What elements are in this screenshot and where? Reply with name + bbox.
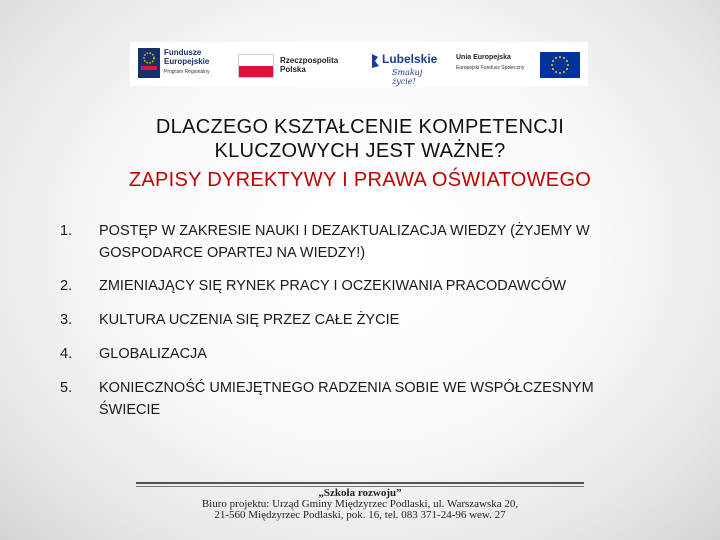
item-text-line1: KONIECZNOŚĆ UMIEJĘTNEGO RADZENIA SOBIE WE WSPÓŁCZESNYM: [99, 380, 594, 396]
fundusze-line2: Europejskie: [164, 57, 210, 66]
item-text: ZMIENIAJĄCY SIĘ RYNEK PRACY I OCZEKIWANIA PRACODAWCÓW: [99, 278, 567, 294]
rzeczpospolita-logo: [238, 46, 348, 82]
rzeczpospolita-line1: Rzeczpospolita: [280, 56, 339, 65]
item-text-line1: POSTĘP W ZAKRESIE NAUKI I DEZAKTUALIZACJA WIEDZY (ŻYJEMY W: [99, 223, 590, 239]
fundusze-europejskie-logo: [138, 46, 238, 82]
lubelskie-mark-icon: [370, 54, 380, 68]
footer-address-line2: 21-560 Międzyrzec Podlaski, pok. 16, tel. 083 371-24-96 wew. 27: [214, 509, 506, 521]
item-number: 5.: [60, 380, 73, 396]
title-line2: KLUCZOWYCH JEST WAŻNE?: [214, 140, 506, 162]
footer-divider: [136, 482, 584, 484]
footer-address-line1: Biuro projektu: Urząd Gminy Międzyrzec Podlaski, ul. Warszawska 20,: [201, 498, 519, 510]
unia-line2: Europejski Fundusz Społeczny: [456, 65, 525, 71]
footer: [136, 488, 584, 521]
list-item: [60, 309, 680, 343]
item-number: 1.: [60, 223, 73, 239]
eu-flag-icon: [540, 52, 580, 78]
fundusze-line1: Fundusze: [164, 48, 202, 57]
fundusze-emblem-icon: [138, 48, 160, 78]
unia-line1: Unia Europejska: [456, 54, 511, 61]
polish-flag-icon: [238, 54, 274, 78]
item-text-line2: ŚWIECIE: [99, 402, 161, 418]
list-item: [60, 220, 680, 275]
reasons-list: [60, 220, 680, 427]
rzeczpospolita-line2: Polska: [280, 65, 306, 74]
logo-bar: [130, 42, 588, 86]
lubelskie-logo: [368, 46, 448, 86]
fundusze-line3: Program Regionalny: [164, 69, 210, 75]
unia-europejska-logo: [456, 46, 584, 82]
slide-title: [40, 115, 680, 163]
lubelskie-line2: Smakuj życie!: [392, 68, 423, 86]
item-number: 4.: [60, 346, 73, 362]
slide-subtitle: ZAPISY DYREKTYWY I PRAWA OŚWIATOWEGO: [128, 169, 592, 191]
list-item: [60, 377, 680, 427]
item-text: [99, 220, 679, 264]
footer-project-name: „Szkoła rozwoju”: [318, 487, 402, 499]
item-text: [99, 377, 679, 421]
item-text-line2: GOSPODARCE OPARTEJ NA WIEDZY!): [99, 245, 366, 261]
item-text: KULTURA UCZENIA SIĘ PRZEZ CAŁE ŻYCIE: [99, 312, 400, 328]
item-number: 3.: [60, 312, 73, 328]
list-item: [60, 275, 680, 309]
list-item: [60, 343, 680, 377]
item-number: 2.: [60, 278, 73, 294]
lubelskie-line1: Lubelskie: [382, 52, 438, 66]
title-line1: DLACZEGO KSZTAŁCENIE KOMPETENCJI: [155, 116, 565, 138]
item-text: GLOBALIZACJA: [99, 346, 207, 362]
